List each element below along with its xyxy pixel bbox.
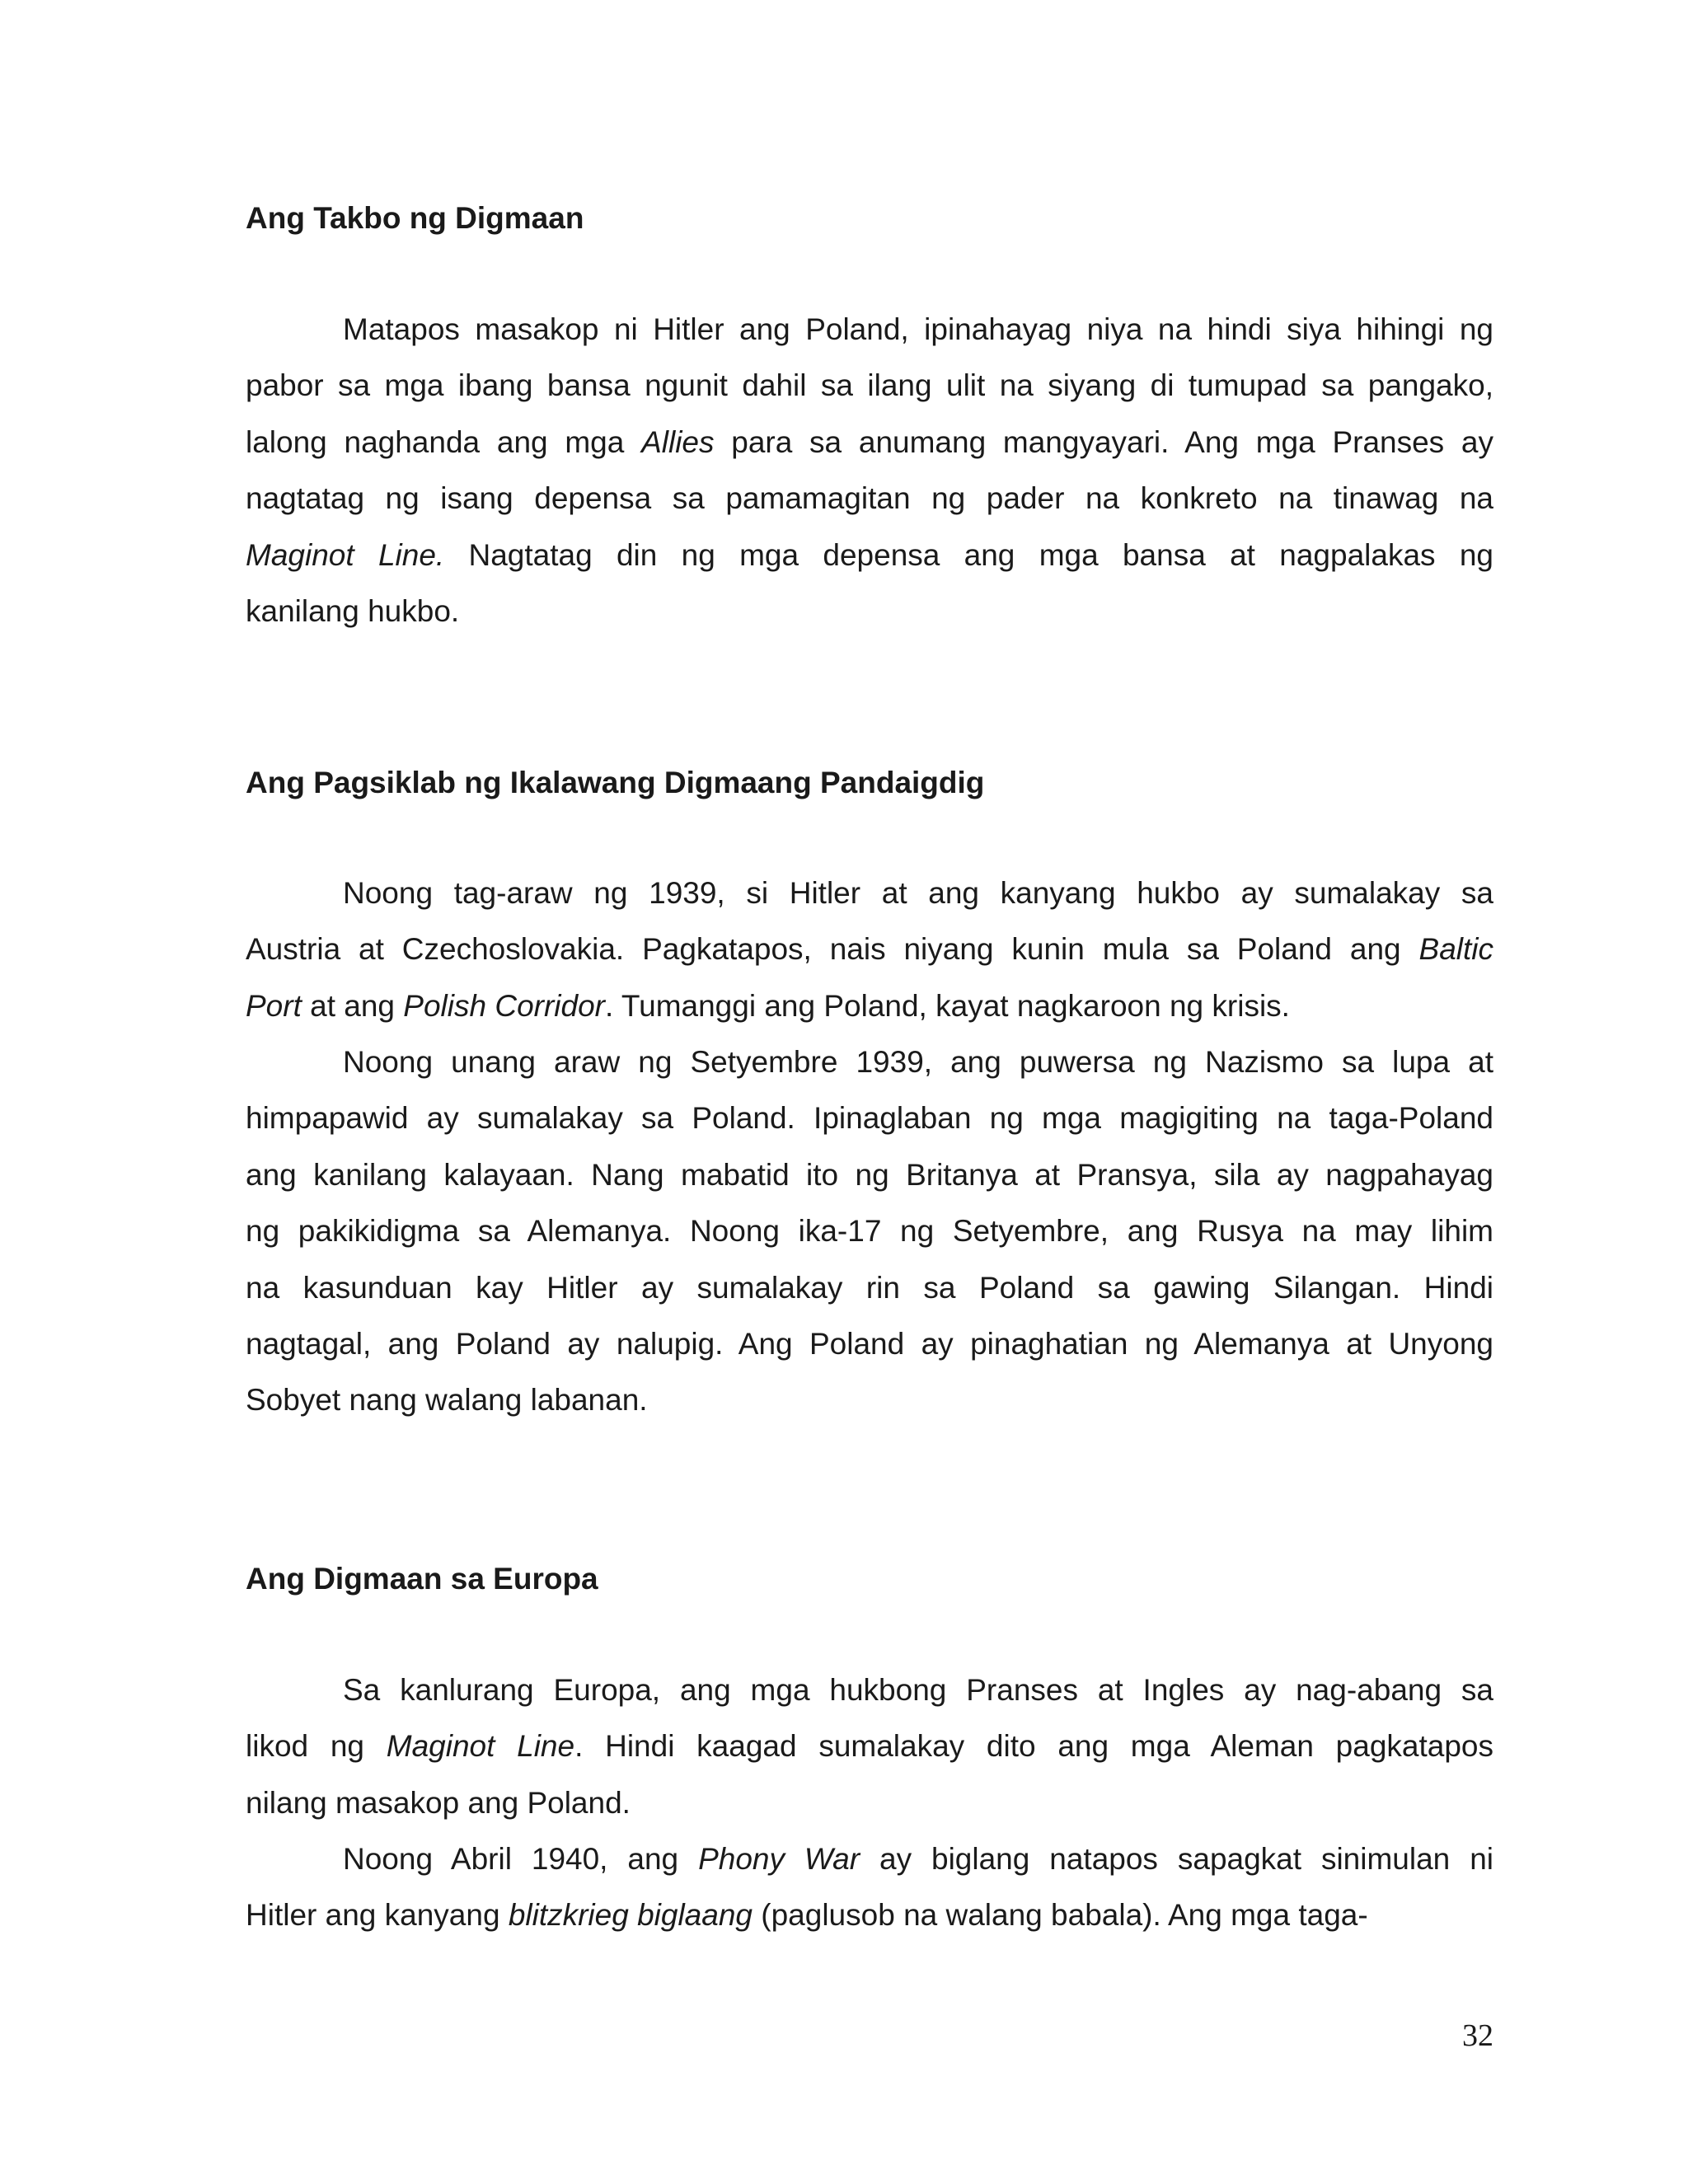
section-heading-pagsiklab: Ang Pagsiklab ng Ikalawang Digmaang Pandaigdig <box>246 766 985 799</box>
italic-term: blitzkrieg biglaang <box>508 1898 753 1933</box>
text-run: . Tumanggi ang Poland, kayat nagkaroon ng krisis. <box>605 988 1290 1023</box>
section-heading-europa: Ang Digmaan sa Europa <box>246 1562 598 1596</box>
text-line <box>246 1147 1493 1203</box>
text-line <box>246 1887 1493 1943</box>
text-run: Sobyet nang walang labanan. <box>246 1383 648 1418</box>
text-run: at ang <box>301 988 404 1023</box>
italic-term: Polish Corridor <box>403 988 605 1023</box>
text-line <box>246 302 1493 358</box>
text-run: Sa kanlurang Europa, ang mga hukbong Pranses at Ingles ay nag-abang sa <box>343 1673 1493 1707</box>
paragraph <box>246 302 1493 640</box>
paragraph <box>246 1034 1493 1429</box>
text-line <box>246 583 1493 640</box>
text-run: ng pakikidigma sa Alemanya. Noong ika-17 ng Setyembre, ang Rusya na may lihim <box>246 1214 1493 1249</box>
text-run: Noong unang araw ng Setyembre 1939, ang puwersa ng Nazismo sa lupa at <box>343 1045 1493 1079</box>
text-line <box>246 978 1493 1034</box>
text-line <box>246 1718 1493 1774</box>
text-run: kanilang hukbo. <box>246 593 460 628</box>
text-line <box>246 1775 1493 1831</box>
italic-term: Maginot Line <box>386 1729 575 1764</box>
page-number: 32 <box>1462 2018 1493 2053</box>
text-run: Austria at Czechoslovakia. Pagkatapos, nais niyang kunin mula sa Poland ang <box>246 932 1419 967</box>
italic-term: Allies <box>641 424 715 459</box>
text-run: ay biglang natapos sapagkat sinimulan ni <box>860 1842 1493 1876</box>
italic-term: Port <box>246 988 302 1023</box>
text-run: para sa anumang mangyayari. Ang mga Pranses ay <box>714 424 1493 459</box>
text-line <box>246 1090 1493 1146</box>
text-line <box>246 1034 1493 1090</box>
italic-term: Maginot Line. <box>246 537 445 572</box>
text-line <box>246 415 1493 471</box>
text-line <box>246 1260 1493 1316</box>
text-line <box>246 1203 1493 1259</box>
text-run: Noong tag-araw ng 1939, si Hitler at ang kanyang hukbo ay sumalakay sa <box>343 876 1493 910</box>
text-run: (paglusob na walang babala). Ang mga taga- <box>753 1898 1368 1933</box>
text-run: Nagtatag din ng mga depensa ang mga bansa at nagpalakas ng <box>444 537 1493 572</box>
text-line <box>246 1316 1493 1372</box>
text-line <box>246 358 1493 414</box>
section-heading-takbo: Ang Takbo ng Digmaan <box>246 201 584 235</box>
text-run: na kasunduan kay Hitler ay sumalakay rin sa Poland sa gawing Silangan. Hindi <box>246 1270 1493 1305</box>
text-run: Noong Abril 1940, ang <box>343 1842 699 1876</box>
text-run: Hitler ang kanyang <box>246 1898 509 1933</box>
text-run: pabor sa mga ibang bansa ngunit dahil sa ilang ulit na siyang di tumupad sa pangako, <box>246 368 1493 403</box>
text-line <box>246 471 1493 527</box>
text-line <box>246 865 1493 921</box>
text-line <box>246 1372 1493 1428</box>
paragraph <box>246 1662 1493 1831</box>
text-line <box>246 1831 1493 1887</box>
text-run: Matapos masakop ni Hitler ang Poland, ipinahayag niya na hindi siya hihingi ng <box>343 312 1493 346</box>
paragraph <box>246 1831 1493 1944</box>
text-run: nagtatag ng isang depensa sa pamamagitan ng pader na konkreto na tinawag na <box>246 481 1493 516</box>
italic-term: Baltic <box>1418 932 1493 967</box>
text-line <box>246 527 1493 583</box>
paragraph <box>246 865 1493 1034</box>
text-run: nilang masakop ang Poland. <box>246 1785 631 1820</box>
text-run: likod ng <box>246 1729 387 1764</box>
text-line <box>246 921 1493 977</box>
text-run: nagtagal, ang Poland ay nalupig. Ang Poland ay pinaghatian ng Alemanya at Unyong <box>246 1326 1493 1361</box>
text-line <box>246 1662 1493 1718</box>
text-run: . Hindi kaagad sumalakay dito ang mga Aleman pagkatapos <box>574 1729 1493 1764</box>
text-run: himpapawid ay sumalakay sa Poland. Ipinaglaban ng mga magigiting na taga-Poland <box>246 1101 1493 1136</box>
text-run: ang kanilang kalayaan. Nang mabatid ito ng Britanya at Pransya, sila ay nagpahayag <box>246 1157 1493 1192</box>
text-run: lalong naghanda ang mga <box>246 424 642 459</box>
italic-term: Phony War <box>698 1842 860 1876</box>
